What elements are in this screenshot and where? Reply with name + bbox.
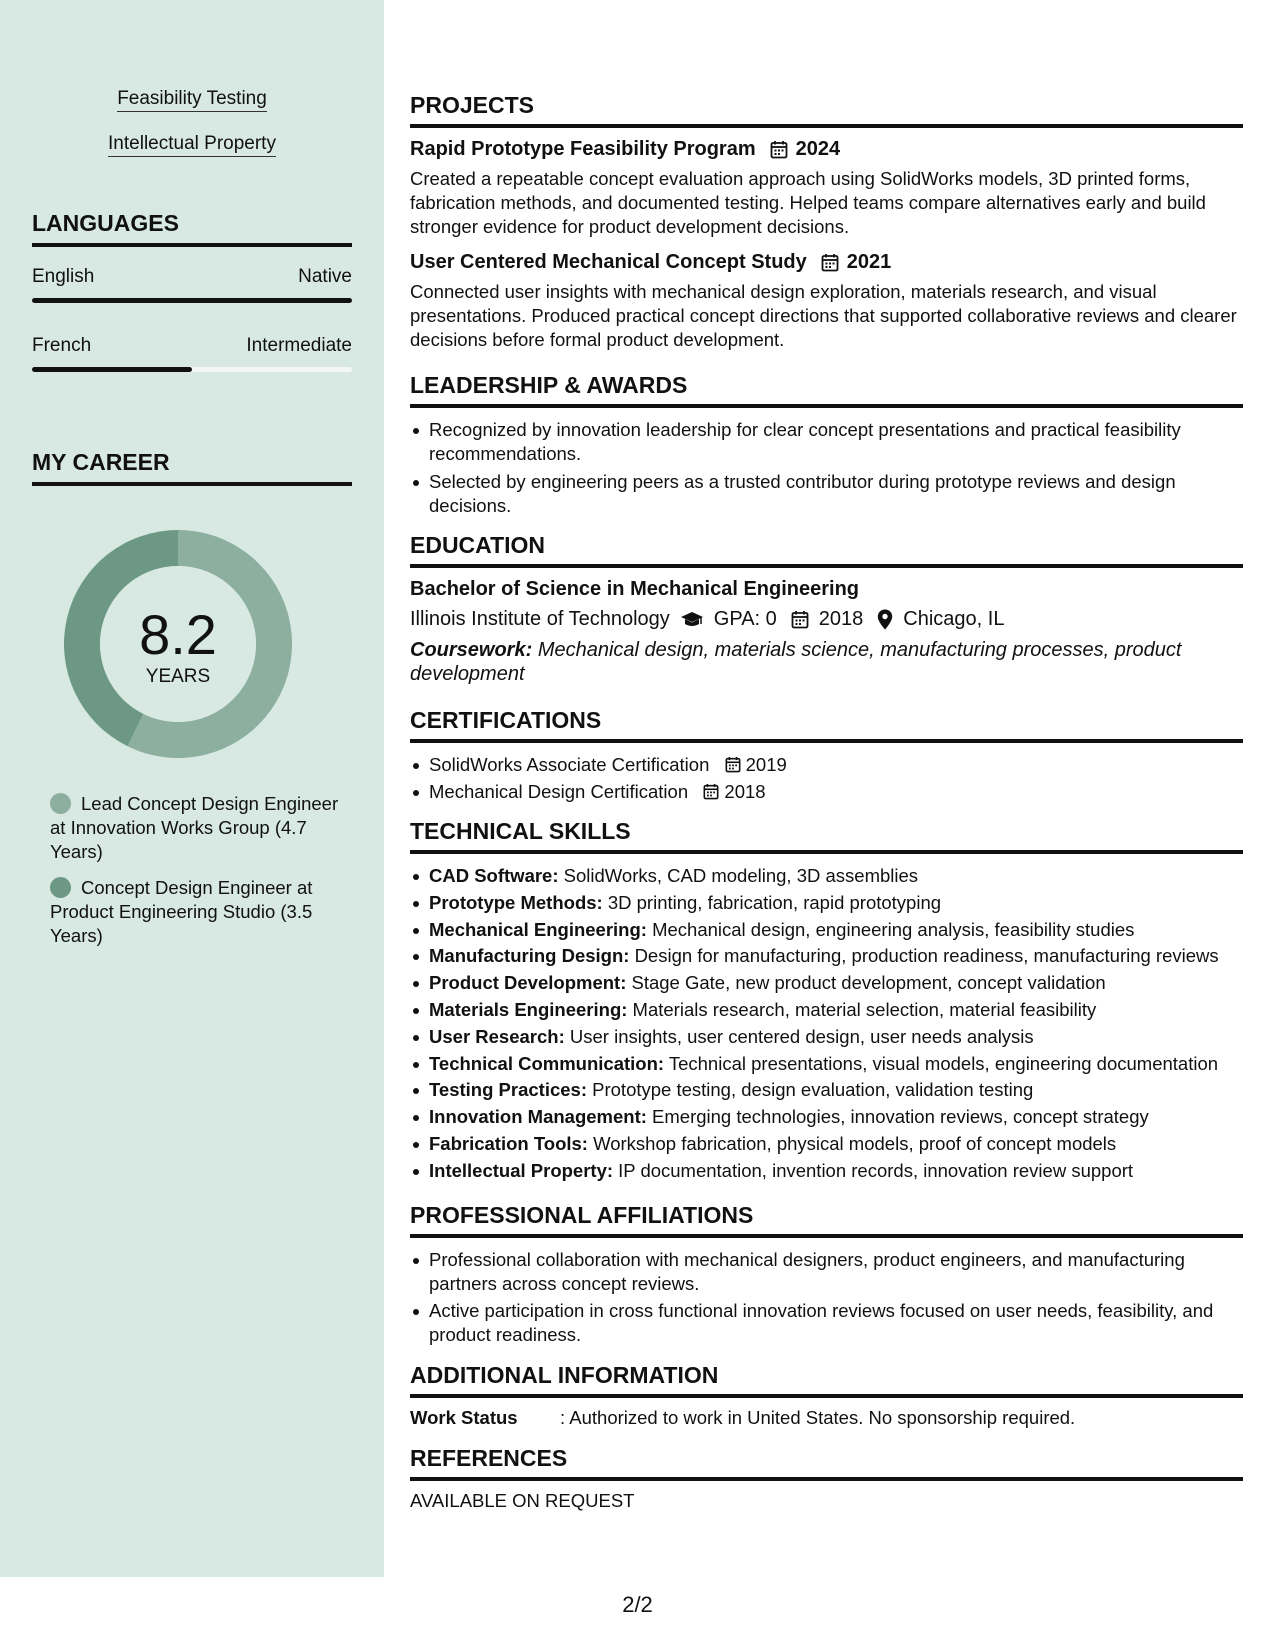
project-title: User Centered Mechanical Concept Study (410, 251, 807, 273)
list-item: Professional collaboration with mechanical designers, product engineers, and manufacturing partners across concept reviews. (410, 1248, 1243, 1296)
certification-name: SolidWorks Associate Certification (429, 754, 710, 775)
language-bar-fill (32, 298, 352, 303)
coursework (410, 638, 1243, 686)
skill-category: Manufacturing Design: (429, 945, 630, 967)
skill-values: 3D printing, fabrication, rapid prototyping (607, 891, 942, 913)
skill-item (410, 1078, 1243, 1102)
affiliations-list (410, 1248, 1243, 1347)
certification-year: 2018 (724, 781, 766, 802)
school-location: Chicago, IL (903, 608, 1005, 630)
skill-category: Product Development: (429, 972, 627, 994)
school-name: Illinois Institute of Technology (410, 608, 670, 630)
skill-values: Materials research, material selection, material feasibility (632, 998, 1097, 1020)
certification-name: Mechanical Design Certification (429, 781, 689, 802)
section-heading: ADDITIONAL INFORMATION (410, 1362, 1243, 1398)
section-heading: TECHNICAL SKILLS (410, 818, 1243, 854)
certification-item (410, 753, 1243, 777)
skill-category: Fabrication Tools: (429, 1132, 588, 1154)
project-year-text: 2024 (795, 138, 841, 160)
languages-heading: LANGUAGES (32, 210, 352, 247)
calendar-icon (791, 610, 809, 629)
skill-item (410, 1132, 1243, 1156)
project-description: Created a repeatable concept evaluation approach using SolidWorks models, 3D printed forms, fabrication methods, and documented testing. Helped teams compare alternatives early and build stronger evidence for product development decisions. (410, 168, 1206, 237)
map-pin-icon (877, 609, 893, 630)
skill-category: Prototype Methods: (429, 891, 603, 913)
career-legend-item (50, 876, 340, 948)
projects-section (410, 92, 1243, 352)
calendar-icon (725, 756, 741, 773)
project-year (821, 251, 892, 274)
project-title: Rapid Prototype Feasibility Program (410, 138, 756, 160)
language-name: French (32, 335, 92, 356)
section-heading: PROFESSIONAL AFFILIATIONS (410, 1202, 1243, 1238)
career-heading: MY CAREER (32, 449, 352, 486)
skill-values: Stage Gate, new product development, concept validation (631, 972, 1106, 994)
affiliations-section (410, 1202, 1243, 1347)
section-heading: PROJECTS (410, 92, 1243, 128)
skill-tag-label: Feasibility Testing (117, 88, 267, 112)
project-title-row (410, 138, 1243, 161)
language-bar-fill (32, 367, 192, 372)
career-role-label: Concept Design Engineer at Product Engineering Studio (3.5 Years) (50, 877, 313, 946)
degree-title: Bachelor of Science in Mechanical Engineering (410, 578, 860, 600)
skill-item (410, 998, 1243, 1022)
language-name: English (32, 266, 95, 287)
skill-category: Testing Practices: (429, 1079, 587, 1101)
skill-item (410, 918, 1243, 942)
skill-category: Materials Engineering: (429, 998, 628, 1020)
skill-values: User insights, user centered design, user needs analysis (569, 1025, 1034, 1047)
career-legend-item (50, 792, 340, 864)
skill-item (410, 864, 1243, 888)
certification-year: 2019 (745, 754, 787, 775)
language-bar (32, 298, 352, 303)
skill-values: IP documentation, invention records, innovation review support (618, 1159, 1134, 1181)
project-entry (410, 251, 1243, 352)
leadership-list (410, 418, 1243, 518)
language-row (32, 335, 352, 357)
language-level: Intermediate (246, 335, 352, 356)
project-year (770, 138, 841, 161)
legend-dot-icon (50, 877, 71, 898)
education-section (410, 532, 1243, 686)
project-description: Connected user insights with mechanical design exploration, materials research, and visual presentations. Produced practical concept directions that supported collaborative reviews and clearer decisions before formal product development. (410, 281, 1237, 350)
list-item: Selected by engineering peers as a trusted contributor during prototype reviews and design decisions. (410, 470, 1243, 518)
project-year-text: 2021 (846, 251, 892, 273)
skill-values: SolidWorks, CAD modeling, 3D assemblies (563, 865, 919, 886)
gpa: GPA: 0 (713, 608, 777, 630)
project-title-row (410, 251, 1243, 274)
legend-dot-icon (50, 793, 71, 814)
section-heading: CERTIFICATIONS (410, 707, 1243, 743)
skill-tag (0, 88, 384, 110)
skill-category: Technical Communication: (429, 1052, 665, 1074)
language-bar (32, 367, 352, 372)
references-section (410, 1445, 1243, 1513)
skill-values: Emerging technologies, innovation reviews, concept strategy (652, 1106, 1149, 1128)
skill-category: Intellectual Property: (429, 1159, 614, 1181)
skill-item (410, 1105, 1243, 1129)
career-years-label: YEARS (145, 666, 211, 687)
references-text: AVAILABLE ON REQUEST (410, 1490, 635, 1511)
language-row (32, 266, 352, 288)
career-donut-chart (64, 530, 292, 758)
certifications-list (410, 753, 1243, 804)
list-item: Recognized by innovation leadership for clear concept presentations and practical feasibility recommendations. (410, 418, 1243, 466)
skill-tag-label: Intellectual Property (108, 133, 276, 157)
graduation-year: 2018 (818, 608, 864, 630)
calendar-icon (770, 140, 788, 159)
project-entry (410, 138, 1243, 239)
calendar-icon (821, 253, 839, 272)
skill-item (410, 1025, 1243, 1049)
skill-values: Workshop fabrication, physical models, proof of concept models (593, 1132, 1117, 1154)
language-level: Native (298, 266, 352, 287)
skill-category: Mechanical Engineering: (429, 918, 647, 940)
career-total-years: 8.2 (139, 603, 217, 666)
skill-category: User Research: (429, 1025, 565, 1047)
skill-values: Prototype testing, design evaluation, validation testing (592, 1079, 1034, 1101)
technical-skills-section (410, 818, 1243, 1186)
calendar-icon (703, 783, 719, 800)
additional-info-section (410, 1362, 1243, 1430)
skill-item (410, 1052, 1243, 1076)
certifications-section (410, 707, 1243, 804)
education-details (410, 608, 1243, 631)
section-heading: REFERENCES (410, 1445, 1243, 1481)
page-number: 2/2 (622, 1592, 653, 1617)
career-legend (50, 792, 340, 960)
section-heading: LEADERSHIP & AWARDS (410, 372, 1243, 408)
technical-skills-list (410, 864, 1243, 1183)
work-status-label: Work Status (410, 1407, 518, 1428)
skill-item (410, 891, 1243, 915)
skill-tag (0, 133, 384, 155)
skill-item (410, 1159, 1243, 1183)
work-status-row (410, 1406, 1243, 1430)
work-status-value: : Authorized to work in United States. No sponsorship required. (560, 1407, 1076, 1428)
skill-item (410, 971, 1243, 995)
skill-values: Technical presentations, visual models, engineering documentation (668, 1052, 1219, 1074)
career-role-label: Lead Concept Design Engineer at Innovation Works Group (4.7 Years) (50, 793, 339, 862)
certification-item (410, 780, 1243, 804)
skill-item (410, 944, 1243, 968)
section-heading: EDUCATION (410, 532, 1243, 568)
coursework-text: Mechanical design, materials science, manufacturing processes, product development (410, 639, 1182, 685)
skill-category: CAD Software: (429, 865, 559, 886)
skill-category: Innovation Management: (429, 1106, 647, 1128)
graduation-cap-icon (680, 611, 704, 629)
list-item: Active participation in cross functional innovation reviews focused on user needs, feasibility, and product readiness. (410, 1299, 1243, 1347)
sidebar (0, 0, 384, 1577)
skill-values: Mechanical design, engineering analysis, feasibility studies (652, 918, 1135, 940)
leadership-section (410, 372, 1243, 518)
skill-values: Design for manufacturing, production readiness, manufacturing reviews (634, 945, 1219, 967)
coursework-label: Coursework: (410, 639, 533, 661)
